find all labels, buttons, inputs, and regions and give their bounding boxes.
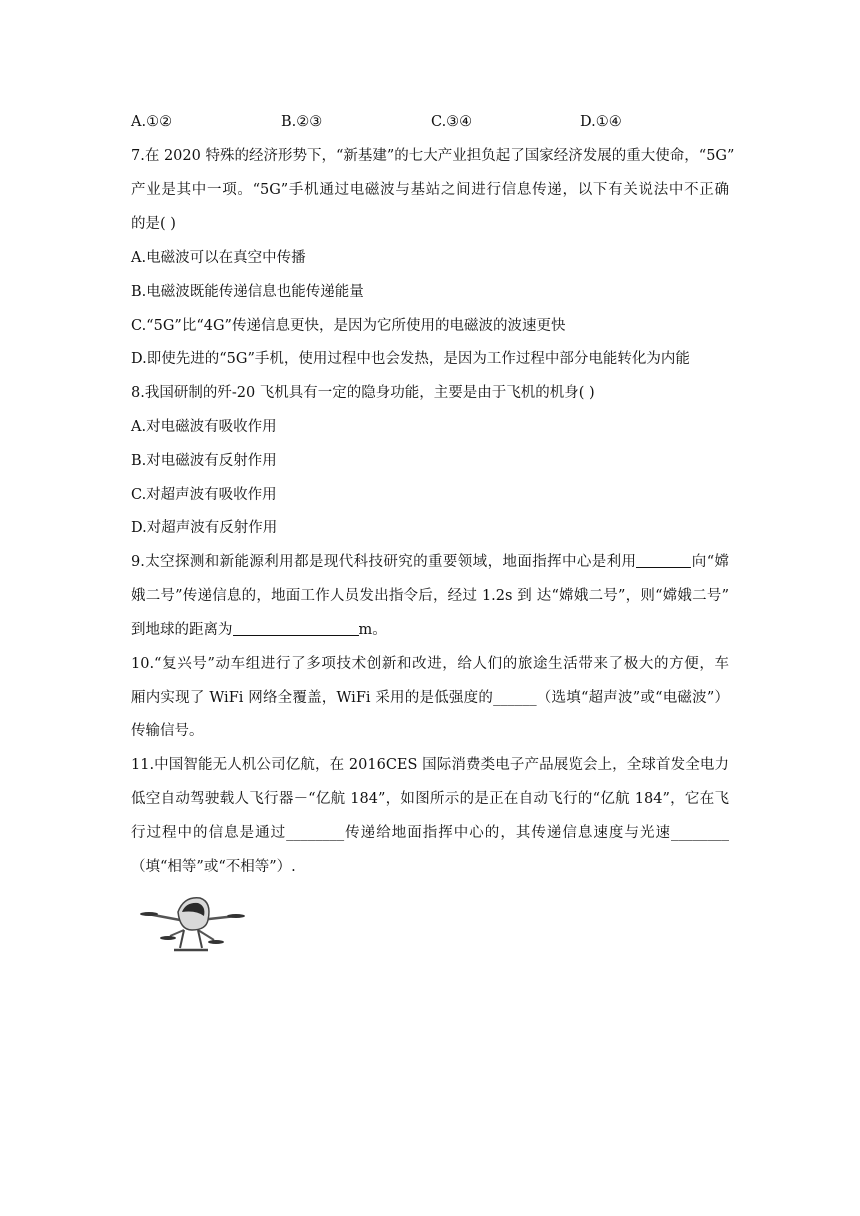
q7-option-d: D.即使先进的“5G”手机，使用过程中也会发热，是因为工作过程中部分电能转化为内能 bbox=[131, 351, 690, 367]
q9-answer-blank-2[interactable] bbox=[233, 621, 359, 636]
q11-stem-line1: 11.中国智能无人机公司亿航，在 2016CES 国际消费类电子产品展览会上，全球首发全电力 bbox=[131, 757, 729, 773]
q8-option-c: C.对超声波有吸收作用 bbox=[131, 487, 277, 503]
q9-stem-line1 bbox=[131, 552, 729, 572]
q9-line3-before-blank: 到地球的距离为 bbox=[131, 622, 233, 638]
q6-option-b: B.②③ bbox=[281, 114, 323, 130]
q9-stem-line2: 娥二号”传递信息的，地面工作人员发出指令后，经过 1.2s 到 达“嫦娥二号”，则“嫦娥二号” bbox=[131, 588, 729, 604]
q7-stem-line1: 7.在 2020 特殊的经济形势下，“新基建”的七大产业担负起了国家经济发展的重大使命，“5G” bbox=[131, 148, 735, 164]
q9-text-before-blank: 9.太空探测和新能源利用都是现代科技研究的重要领域，地面指挥中心是利用 bbox=[131, 554, 637, 570]
q7-option-a: A.电磁波可以在真空中传播 bbox=[131, 250, 306, 266]
q7-stem-line2: 产业是其中一项。“5G”手机通过电磁波与基站之间进行信息传递，以下有关说法中不正确 bbox=[131, 182, 729, 198]
q11-stem-line3: 行过程中的信息是通过________传递给地面指挥中心的，其传递信息速度与光速________ bbox=[131, 825, 729, 841]
q6-option-c: C.③④ bbox=[431, 114, 473, 130]
q10-stem-line3: 传输信号。 bbox=[131, 723, 204, 739]
q8-option-b: B.对电磁波有反射作用 bbox=[131, 453, 277, 469]
q8-option-d: D.对超声波有反射作用 bbox=[131, 520, 278, 536]
q9-text-after-blank: 向“嫦 bbox=[691, 554, 729, 570]
q9-line3-after-blank: m。 bbox=[358, 622, 387, 638]
q11-stem-line4: （填“相等”或“不相等”）. bbox=[131, 859, 296, 875]
q6-option-d: D.①④ bbox=[580, 114, 622, 130]
q8-stem: 8.我国研制的歼-20 飞机具有一定的隐身功能，主要是由于飞机的机身( ) bbox=[131, 385, 595, 401]
q10-stem-line2: 厢内实现了 WiFi 网络全覆盖，WiFi 采用的是低强度的______（选填“超声波”或“电磁波”） bbox=[131, 690, 729, 706]
ehang-184-drone-image bbox=[140, 890, 245, 960]
q7-option-c: C.“5G”比“4G”传递信息更快，是因为它所使用的电磁波的波速更快 bbox=[131, 318, 566, 334]
q7-option-b: B.电磁波既能传递信息也能传递能量 bbox=[131, 284, 364, 300]
q9-stem-line3 bbox=[131, 620, 387, 640]
q10-stem-line1: 10.“复兴号”动车组进行了多项技术创新和改进，给人们的旅途生活带来了极大的方便，车 bbox=[131, 656, 729, 672]
q8-option-a: A.对电磁波有吸收作用 bbox=[131, 419, 277, 435]
q7-stem-line3: 的是( ) bbox=[131, 216, 176, 232]
q11-stem-line2: 低空自动驾驶载人飞行器－“亿航 184”，如图所示的是正在自动飞行的“亿航 184”，它在飞 bbox=[131, 791, 729, 807]
q6-option-a: A.①② bbox=[131, 114, 173, 130]
q9-answer-blank-1[interactable] bbox=[636, 553, 691, 568]
